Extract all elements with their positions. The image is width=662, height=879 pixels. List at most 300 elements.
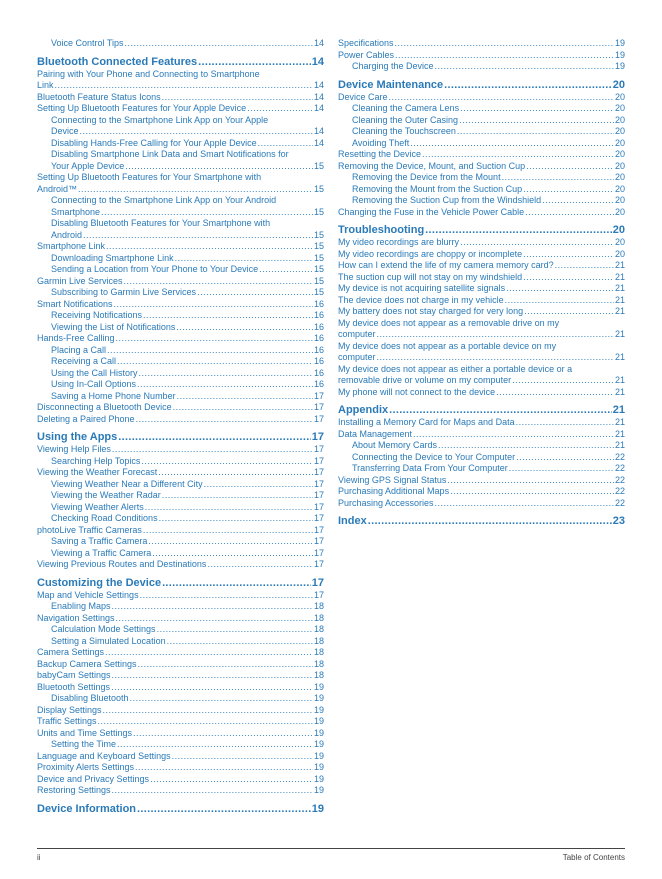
- toc-page-number: 22: [614, 486, 625, 496]
- toc-page-number: 18: [313, 647, 324, 657]
- toc-entry[interactable]: [37, 322, 324, 334]
- dot-leader: [139, 368, 313, 380]
- toc-entry[interactable]: [37, 670, 324, 682]
- toc-entry[interactable]: [37, 613, 324, 625]
- toc-entry[interactable]: [37, 414, 324, 426]
- dot-leader: [98, 716, 313, 728]
- dot-leader: [103, 705, 313, 717]
- toc-section-heading[interactable]: [37, 55, 324, 69]
- dot-leader: [140, 590, 313, 602]
- toc-entry-title: Removing the Device, Mount, and Suction Cup: [338, 160, 526, 171]
- toc-entry[interactable]: [37, 716, 324, 728]
- toc-entry-title: Viewing Help Files: [37, 444, 111, 454]
- dot-leader: [450, 486, 614, 498]
- toc-entry-title: Disabling Smartphone Link Data and Smart Notifications for: [51, 149, 289, 159]
- toc-entry-title: Connecting to the Smartphone Link App on Your Android: [51, 195, 277, 205]
- toc-entry[interactable]: [37, 345, 324, 357]
- toc-entry[interactable]: [37, 402, 324, 414]
- toc-page-number: 17: [311, 431, 324, 443]
- toc-section-heading[interactable]: [338, 223, 625, 237]
- dot-leader: [101, 207, 313, 219]
- toc-entry-title: Setting Up Bluetooth Features for Your Smartphone with: [37, 172, 262, 182]
- toc-entry-title: Connecting the Device to Your Computer: [352, 451, 516, 462]
- dot-leader: [413, 429, 614, 441]
- toc-entry[interactable]: [37, 218, 324, 241]
- toc-page-number: 21: [614, 271, 625, 282]
- toc-entry[interactable]: [37, 299, 324, 311]
- toc-page-number: 17: [313, 490, 324, 500]
- dot-leader: [389, 403, 612, 417]
- toc-page-number: 19: [313, 716, 324, 726]
- dot-leader: [389, 92, 614, 104]
- dot-leader: [118, 430, 310, 444]
- toc-entry-title: Setting a Simulated Location: [51, 635, 166, 646]
- toc-entry[interactable]: [338, 115, 625, 127]
- dot-leader: [459, 115, 614, 127]
- toc-entry-title: Connecting to the Smartphone Link App on Your Apple: [51, 114, 269, 125]
- toc-entry-title: Power Cables: [338, 49, 395, 60]
- toc-entry-title: Pairing with Your Phone and Connecting to Smartphone: [37, 68, 260, 79]
- toc-page-number: 16: [313, 367, 324, 378]
- toc-page-number: 16: [313, 344, 324, 355]
- toc-entry[interactable]: [37, 138, 324, 150]
- toc-entry[interactable]: [37, 276, 324, 288]
- dot-leader: [425, 223, 612, 237]
- dot-leader: [148, 536, 313, 548]
- toc-entry[interactable]: [338, 486, 625, 498]
- toc-page-number: 15: [313, 229, 324, 240]
- toc-page-number: 17: [313, 390, 324, 401]
- dot-leader: [377, 352, 614, 364]
- dot-leader: [368, 514, 612, 528]
- toc-entry[interactable]: [338, 417, 625, 429]
- toc-entry-title: The suction cup will not stay on my windshield: [338, 271, 523, 282]
- toc-entry[interactable]: [37, 601, 324, 613]
- toc-entry[interactable]: [338, 61, 625, 73]
- toc-right-column: [338, 38, 625, 528]
- toc-entry-title-continued: removable drive or volume on my computer: [338, 375, 512, 385]
- toc-entry[interactable]: [37, 379, 324, 391]
- dot-leader: [457, 126, 614, 138]
- toc-entry[interactable]: [338, 184, 625, 196]
- toc-entry[interactable]: [37, 525, 324, 537]
- toc-entry[interactable]: [37, 333, 324, 345]
- toc-entry[interactable]: [338, 195, 625, 207]
- toc-entry[interactable]: [338, 237, 625, 249]
- toc-page-number: 19: [313, 762, 324, 772]
- toc-entry[interactable]: [37, 785, 324, 797]
- toc-entry[interactable]: [37, 368, 324, 380]
- toc-entry-title: Garmin Live Services: [37, 275, 123, 286]
- toc-entry-title: Display Settings: [37, 704, 102, 715]
- toc-entry-title-continued: Android: [51, 229, 83, 240]
- toc-page-number: 20: [614, 206, 625, 217]
- toc-entry-title: Viewing Weather Alerts: [51, 501, 144, 512]
- dot-leader: [444, 78, 612, 92]
- toc-page-number: 17: [313, 501, 324, 512]
- dot-leader: [106, 241, 313, 253]
- dot-leader: [502, 172, 614, 184]
- toc-entry-title: Smart Notifications: [37, 298, 113, 309]
- toc-entry-title: Setting Up Bluetooth Features for Your Apple Device: [37, 103, 247, 113]
- dot-leader: [135, 762, 313, 774]
- toc-entry[interactable]: [338, 138, 625, 150]
- toc-page-number: 16: [313, 333, 324, 343]
- toc-page-number: 20: [614, 160, 625, 171]
- toc-page-number: 20: [614, 237, 625, 247]
- toc-entry[interactable]: [37, 444, 324, 456]
- toc-entry[interactable]: [37, 693, 324, 705]
- toc-entry[interactable]: [37, 92, 324, 104]
- dot-leader: [105, 647, 313, 659]
- toc-page-number: 14: [313, 91, 324, 102]
- toc-entry-title: Language and Keyboard Settings: [37, 750, 171, 761]
- toc-page-number: 20: [614, 91, 625, 102]
- toc-entry[interactable]: [338, 306, 625, 318]
- dot-leader: [395, 38, 614, 50]
- dot-leader: [525, 207, 614, 219]
- dot-leader: [197, 287, 313, 299]
- toc-page-number: 16: [313, 379, 324, 389]
- dot-leader: [112, 444, 313, 456]
- toc-page-number: 17: [313, 413, 324, 424]
- toc-entry[interactable]: [37, 456, 324, 468]
- toc-page-number: 16: [313, 356, 324, 366]
- toc-page-number: 19: [313, 693, 324, 703]
- toc-page-number: 21: [614, 260, 625, 270]
- toc-page-number: 20: [614, 114, 625, 125]
- toc-entry-title: Deleting a Paired Phone: [37, 413, 135, 424]
- toc-entry[interactable]: [338, 475, 625, 487]
- footer-section-title: Table of Contents: [562, 853, 625, 862]
- toc-entry-title: Enabling Maps: [51, 601, 111, 611]
- toc-entry-title: Transferring Data From Your Computer: [352, 463, 508, 473]
- toc-entry-title: Bluetooth Feature Status Icons: [37, 91, 161, 102]
- toc-page-number: 16: [313, 298, 324, 309]
- dot-leader: [55, 80, 313, 92]
- toc-section-heading[interactable]: [37, 430, 324, 444]
- toc-entry-title: Viewing the Weather Forecast: [37, 467, 158, 477]
- toc-entry-title: Avoiding Theft: [352, 137, 410, 148]
- dot-leader: [162, 490, 313, 502]
- toc-entry[interactable]: [37, 195, 324, 218]
- toc-entry[interactable]: [37, 647, 324, 659]
- toc-entry[interactable]: [338, 272, 625, 284]
- dot-leader: [107, 345, 313, 357]
- toc-entry-title: Using the Apps: [37, 431, 118, 443]
- dot-leader: [111, 682, 313, 694]
- toc-entry[interactable]: [338, 295, 625, 307]
- toc-page-number: 17: [313, 455, 324, 466]
- toc-entry[interactable]: [338, 498, 625, 510]
- dot-leader: [555, 260, 614, 272]
- toc-entry-title: Viewing GPS Signal Status: [338, 474, 447, 485]
- toc-page-number: 18: [313, 658, 324, 669]
- toc-entry-title: Device Care: [338, 91, 388, 102]
- toc-entry[interactable]: [37, 636, 324, 648]
- toc-section-heading[interactable]: [338, 514, 625, 528]
- toc-entry[interactable]: [37, 548, 324, 560]
- dot-leader: [141, 456, 313, 468]
- toc-entry-title: photoLive Traffic Cameras: [37, 524, 142, 535]
- toc-entry-title: About Memory Cards: [352, 440, 438, 450]
- dot-leader: [523, 249, 614, 261]
- dot-leader: [435, 61, 614, 73]
- toc-page-number: 21: [614, 440, 625, 450]
- dot-leader: [410, 138, 614, 150]
- toc-page-number: 19: [313, 681, 324, 692]
- toc-page-number: 22: [614, 474, 625, 485]
- toc-entry[interactable]: [37, 310, 324, 322]
- dot-leader: [523, 184, 614, 196]
- toc-entry[interactable]: [338, 149, 625, 161]
- toc-entry-title: Downloading Smartphone Link: [51, 252, 174, 263]
- toc-entry-title: My video recordings are choppy or incomplete: [338, 248, 523, 259]
- toc-entry-title-continued: Smartphone: [51, 206, 101, 217]
- toc-entry[interactable]: [37, 739, 324, 751]
- toc-entry[interactable]: [37, 391, 324, 403]
- toc-page-number: 20: [614, 248, 625, 259]
- toc-entry[interactable]: [37, 69, 324, 92]
- toc-page-number: 21: [614, 329, 625, 339]
- toc-page-number: 18: [313, 601, 324, 611]
- toc-page-number: 17: [311, 576, 324, 589]
- toc-page-number: 20: [612, 78, 625, 91]
- toc-entry[interactable]: [37, 762, 324, 774]
- toc-entry[interactable]: [338, 126, 625, 138]
- toc-page-number: 17: [313, 547, 324, 558]
- dot-leader: [207, 559, 313, 571]
- toc-entry-title: Saving a Traffic Camera: [51, 536, 148, 546]
- toc-entry[interactable]: [338, 38, 625, 50]
- toc-entry[interactable]: [338, 161, 625, 173]
- toc-entry[interactable]: [37, 559, 324, 571]
- toc-entry-title: Viewing the List of Notifications: [51, 321, 176, 332]
- toc-entry[interactable]: [37, 513, 324, 525]
- toc-entry[interactable]: [37, 356, 324, 368]
- toc-entry[interactable]: [37, 728, 324, 740]
- dot-leader: [176, 322, 313, 334]
- toc-entry[interactable]: [37, 172, 324, 195]
- toc-entry[interactable]: [37, 502, 324, 514]
- toc-entry[interactable]: [338, 103, 625, 115]
- toc-entry-title: Navigation Settings: [37, 612, 115, 623]
- toc-entry[interactable]: [37, 751, 324, 763]
- toc-entry-title: Voice Control Tips: [51, 38, 124, 48]
- toc-entry[interactable]: [37, 659, 324, 671]
- toc-page-number: 21: [614, 417, 625, 427]
- toc-entry-title: Camera Settings: [37, 647, 105, 657]
- dot-leader: [447, 475, 614, 487]
- toc-entry-title: How can I extend the life of my camera memory card?: [338, 260, 554, 270]
- dot-leader: [258, 138, 313, 150]
- toc-entry-title: Setting the Time: [51, 739, 117, 749]
- toc-page-number: 17: [313, 513, 324, 523]
- toc-entry-title: Troubleshooting: [338, 224, 425, 236]
- toc-entry-title: Backup Camera Settings: [37, 658, 137, 669]
- toc-entry-title: Placing a Call: [51, 344, 107, 355]
- toc-entry[interactable]: [338, 318, 625, 341]
- toc-entry[interactable]: [338, 172, 625, 184]
- toc-page-number: 18: [313, 612, 324, 623]
- toc-entry[interactable]: [338, 440, 625, 452]
- toc-section-heading[interactable]: [37, 802, 324, 816]
- dot-leader: [116, 333, 313, 345]
- toc-entry[interactable]: [338, 429, 625, 441]
- dot-leader: [173, 402, 313, 414]
- toc-entry-title-continued: Android™: [37, 183, 78, 194]
- footer-page-number: ii: [37, 853, 41, 862]
- toc-entry-title: Traffic Settings: [37, 716, 97, 726]
- toc-section-heading[interactable]: [37, 576, 324, 590]
- toc-page-number: 21: [612, 404, 625, 416]
- toc-page-number: 19: [313, 704, 324, 715]
- dot-leader: [172, 751, 313, 763]
- toc-page-number: 21: [614, 283, 625, 293]
- dot-leader: [167, 636, 313, 648]
- toc-page-number: 20: [612, 224, 625, 236]
- toc-page-number: 18: [313, 635, 324, 646]
- toc-entry-title: Units and Time Settings: [37, 727, 133, 738]
- toc-section-heading[interactable]: [338, 78, 625, 92]
- dot-leader: [506, 283, 614, 295]
- toc-page-number: 15: [313, 264, 324, 274]
- toc-entry-title: Changing the Fuse in the Vehicle Power Cable: [338, 206, 525, 217]
- dot-leader: [438, 440, 614, 452]
- toc-page-number: 17: [313, 402, 324, 412]
- toc-entry[interactable]: [37, 287, 324, 299]
- toc-entry[interactable]: [37, 264, 324, 276]
- dot-leader: [509, 463, 614, 475]
- toc-entry[interactable]: [37, 536, 324, 548]
- toc-entry[interactable]: [37, 624, 324, 636]
- toc-entry[interactable]: [338, 92, 625, 104]
- toc-entry[interactable]: [37, 490, 324, 502]
- toc-entry[interactable]: [338, 364, 625, 387]
- toc-entry-title: Installing a Memory Card for Maps and Data: [338, 417, 515, 427]
- toc-entry[interactable]: [37, 149, 324, 172]
- toc-page-number: 20: [614, 126, 625, 136]
- toc-entry[interactable]: [37, 241, 324, 253]
- toc-page-number: 19: [614, 38, 625, 48]
- dot-leader: [159, 513, 313, 525]
- toc-entry-title: Disabling Bluetooth: [51, 693, 129, 703]
- dot-leader: [422, 149, 614, 161]
- toc-entry-title: Searching Help Topics: [51, 455, 141, 466]
- toc-entry-title: Removing the Suction Cup from the Windshield: [352, 195, 542, 205]
- toc-entry-title: Purchasing Accessories: [338, 497, 434, 508]
- toc-entry-title: Using the Call History: [51, 367, 138, 378]
- toc-page-number: 19: [313, 773, 324, 784]
- toc-page-number: 14: [313, 103, 324, 113]
- toc-page-number: 19: [313, 727, 324, 738]
- toc-page-number: 19: [614, 61, 625, 71]
- toc-entry-title: Index: [338, 515, 367, 527]
- toc-entry[interactable]: [338, 249, 625, 261]
- dot-leader: [112, 601, 313, 613]
- dot-leader: [157, 624, 313, 636]
- toc-entry[interactable]: [37, 682, 324, 694]
- toc-entry-title: Viewing a Traffic Camera: [51, 547, 152, 558]
- toc-entry-title: Disabling Hands-Free Calling for Your Apple Device: [51, 137, 257, 148]
- toc-entry-title: My video recordings are blurry: [338, 237, 460, 247]
- toc-entry-title: Saving a Home Phone Number: [51, 390, 176, 401]
- toc-entry[interactable]: [37, 467, 324, 479]
- toc-entry-title: Viewing Previous Routes and Destinations: [37, 559, 207, 569]
- toc-entry-title: Hands-Free Calling: [37, 333, 115, 343]
- toc-entry-title: Cleaning the Outer Casing: [352, 114, 459, 125]
- toc-entry-title: Receiving Notifications: [51, 310, 143, 320]
- toc-entry[interactable]: [338, 283, 625, 295]
- toc-entry[interactable]: [37, 253, 324, 265]
- toc-entry-title: Customizing the Device: [37, 576, 162, 589]
- dot-leader: [377, 329, 614, 341]
- toc-entry[interactable]: [338, 387, 625, 399]
- toc-entry[interactable]: [37, 774, 324, 786]
- dot-leader: [114, 299, 313, 311]
- dot-leader: [133, 728, 313, 740]
- dot-leader: [505, 295, 614, 307]
- dot-leader: [175, 253, 313, 265]
- toc-entry[interactable]: [338, 207, 625, 219]
- toc-entry-title: Cleaning the Camera Lens: [352, 103, 460, 113]
- toc-entry[interactable]: [37, 705, 324, 717]
- toc-page-number: 20: [614, 137, 625, 148]
- toc-entry[interactable]: [37, 103, 324, 115]
- toc-page-number: 19: [313, 739, 324, 749]
- toc-page-number: 14: [313, 80, 324, 90]
- toc-entry[interactable]: [338, 463, 625, 475]
- toc-page-number: 17: [313, 444, 324, 454]
- toc-entry-title: Cleaning the Touchscreen: [352, 126, 456, 136]
- dot-leader: [259, 264, 313, 276]
- toc-entry[interactable]: [37, 479, 324, 491]
- dot-leader: [395, 50, 614, 62]
- toc-entry-title: Specifications: [338, 38, 394, 48]
- toc-section-heading[interactable]: [338, 403, 625, 417]
- toc-page-number: 22: [614, 463, 625, 473]
- toc-entry-title: Disconnecting a Bluetooth Device: [37, 402, 172, 412]
- toc-entry[interactable]: [338, 341, 625, 364]
- toc-page-number: 21: [614, 306, 625, 316]
- toc-entry-title: My phone will not connect to the device: [338, 386, 496, 397]
- toc-page-number: 20: [614, 149, 625, 159]
- toc-entry[interactable]: [37, 115, 324, 138]
- dot-leader: [83, 230, 313, 242]
- toc-entry[interactable]: [338, 452, 625, 464]
- toc-entry[interactable]: [338, 50, 625, 62]
- dot-leader: [512, 375, 614, 387]
- toc-entry[interactable]: [338, 260, 625, 272]
- dot-leader: [145, 502, 313, 514]
- toc-entry-title: Device and Privacy Settings: [37, 773, 150, 784]
- dot-leader: [516, 417, 614, 429]
- dot-leader: [143, 310, 313, 322]
- toc-page-number: 19: [313, 750, 324, 761]
- toc-page-number: 21: [614, 428, 625, 439]
- toc-page-number: 15: [313, 241, 324, 251]
- toc-entry-title: Viewing Weather Near a Different City: [51, 478, 203, 489]
- toc-entry-title: My device does not appear as either a portable device or a: [338, 363, 573, 374]
- toc-entry-title: Device Maintenance: [338, 78, 444, 91]
- toc-page-number: 19: [313, 785, 324, 795]
- toc-entry-title: Sending a Location from Your Phone to Your Device: [51, 264, 259, 274]
- toc-entry[interactable]: [37, 38, 324, 50]
- toc-entry-title: Appendix: [338, 404, 389, 416]
- toc-entry-title: babyCam Settings: [37, 670, 111, 680]
- dot-leader: [523, 272, 614, 284]
- toc-entry[interactable]: [37, 590, 324, 602]
